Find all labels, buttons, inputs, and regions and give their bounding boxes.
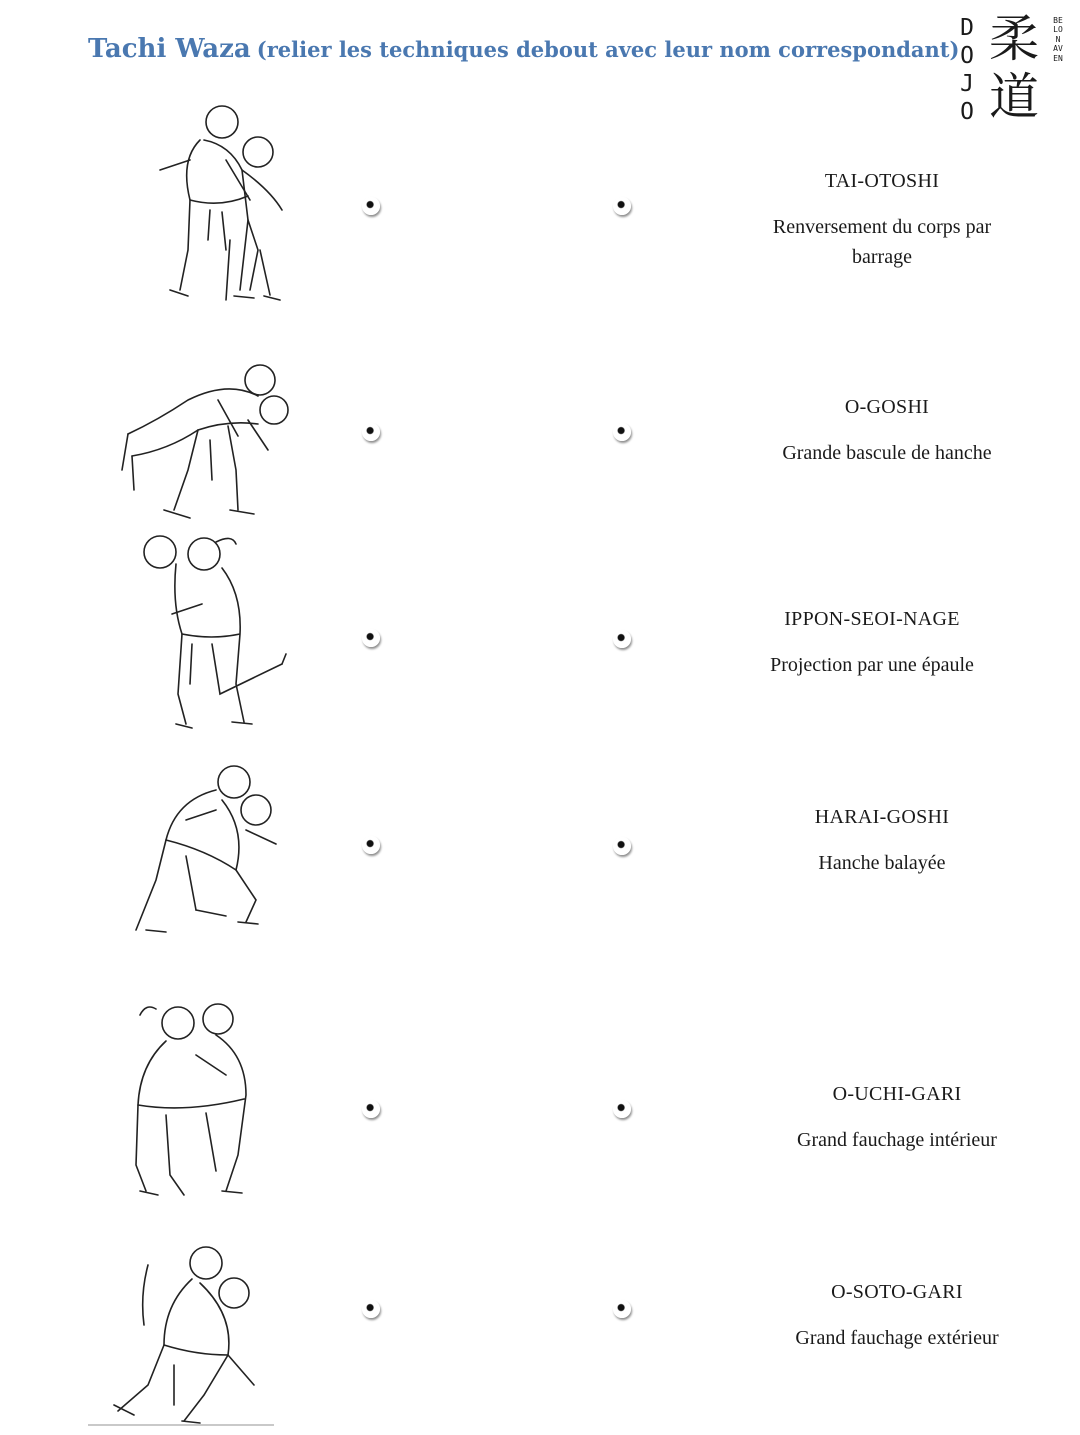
technique-name-3: IPPON-SEOI-NAGE: [784, 608, 960, 630]
right-connection-dot-6[interactable]: [613, 1300, 631, 1318]
footer-divider: [88, 1424, 274, 1426]
judo-illustration-4: [126, 745, 306, 955]
technique-name-2: O-GOSHI: [844, 396, 930, 418]
technique-name-5: O-UCHI-GARI: [832, 1083, 962, 1105]
judo-illustration-5: [126, 995, 306, 1205]
technique-description-3: Projection par une épaule: [770, 654, 974, 676]
left-connection-dot-5[interactable]: [362, 1100, 380, 1118]
right-connection-dot-1[interactable]: [613, 197, 631, 215]
judo-illustration-6: [104, 1225, 284, 1435]
technique-label-2: [742, 392, 1032, 468]
judo-illustration-3: [132, 524, 312, 734]
technique-name-1: TAI-OTOSHI: [824, 170, 940, 192]
technique-label-5: [782, 1079, 1012, 1155]
left-connection-dot-4[interactable]: [362, 836, 380, 854]
technique-name-4: HARAI-GOSHI: [814, 806, 950, 828]
worksheet-title: [88, 34, 960, 64]
right-connection-dot-2[interactable]: [613, 423, 631, 441]
right-connection-dot-4[interactable]: [613, 837, 631, 855]
logo-dojo-letters: DOJO: [960, 15, 974, 125]
technique-description-4: Hanche balayée: [818, 852, 946, 874]
logo-club-text: BELON AVEN: [1053, 16, 1063, 63]
right-connection-dot-5[interactable]: [613, 1100, 631, 1118]
logo-kanji-text: 柔道: [989, 10, 1039, 126]
left-connection-dot-3[interactable]: [362, 629, 380, 647]
judo-illustration-2: [118, 340, 298, 550]
technique-description-5: Grand fauchage intérieur: [797, 1129, 997, 1151]
technique-label-4: [752, 802, 1012, 878]
title-instructions: (relier les techniques debout avec leur nom correspondant): [256, 37, 960, 62]
technique-description-1: Renversement du corps par barrage: [772, 216, 992, 268]
logo-kanji: [986, 10, 1042, 126]
judo-illustration-1: [130, 100, 310, 310]
technique-label-3: [742, 604, 1002, 680]
left-connection-dot-1[interactable]: [362, 197, 380, 215]
logo-club-name: [1052, 16, 1064, 63]
title-main: Tachi Waza: [88, 34, 251, 64]
technique-name-6: O-SOTO-GARI: [831, 1281, 963, 1303]
left-connection-dot-2[interactable]: [362, 423, 380, 441]
technique-label-1: [752, 166, 1012, 272]
technique-label-6: [782, 1277, 1012, 1353]
left-connection-dot-6[interactable]: [362, 1300, 380, 1318]
technique-description-2: Grande bascule de hanche: [782, 442, 992, 464]
logo-dojo-text: [956, 14, 978, 126]
technique-description-6: Grand fauchage extérieur: [795, 1327, 999, 1349]
right-connection-dot-3[interactable]: [613, 630, 631, 648]
dojo-logo: [952, 10, 1064, 140]
